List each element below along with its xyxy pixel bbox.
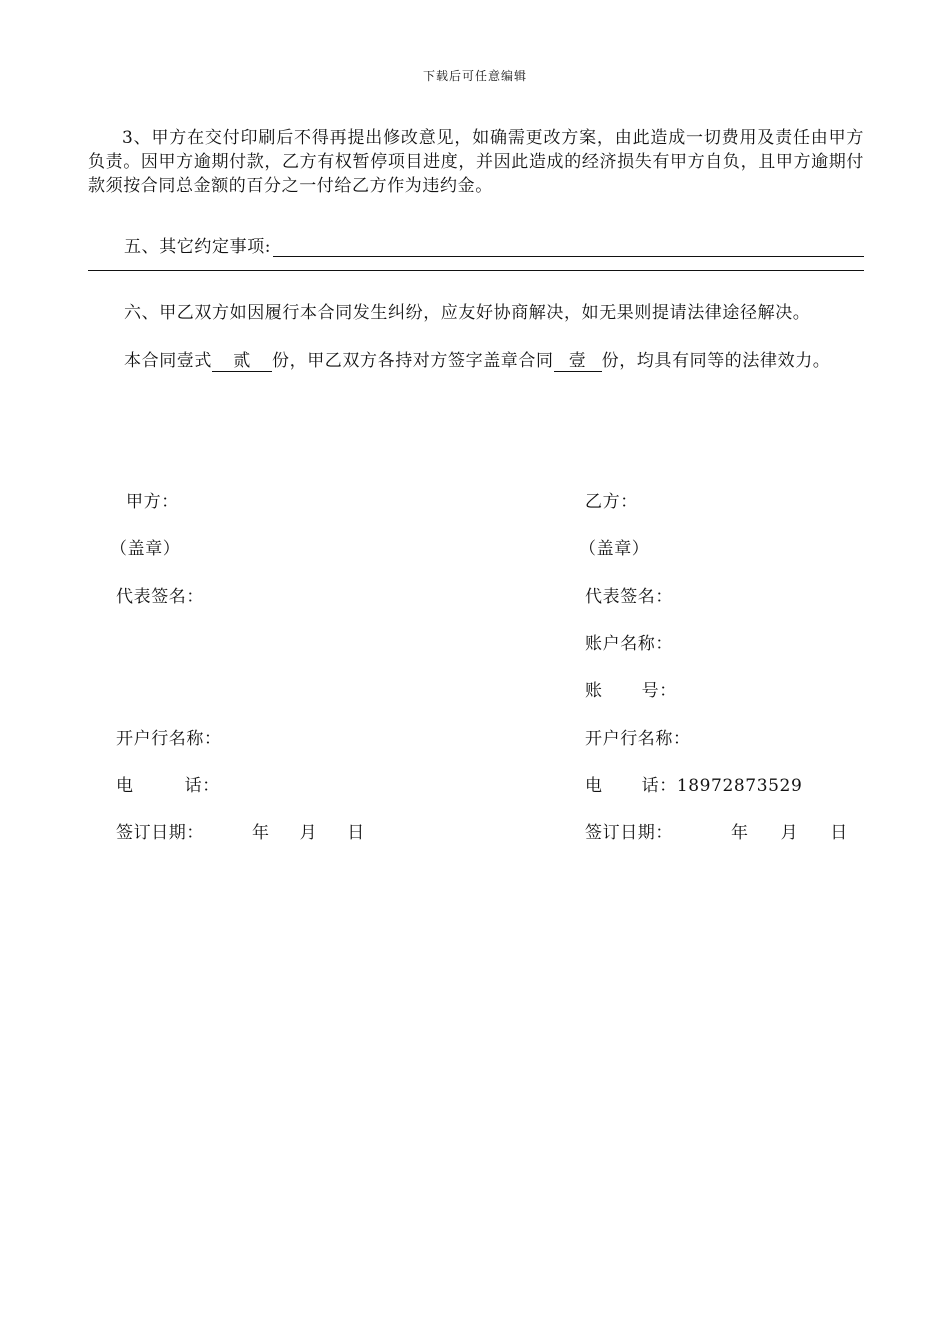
copies-middle: 份，甲乙双方各持对方签字盖章合同	[272, 351, 554, 371]
party-a-rep-sign: 代表签名：	[116, 587, 204, 607]
party-a-phone	[116, 771, 220, 796]
party-b-date-label: 签订日期：	[585, 823, 673, 843]
party-a-date	[116, 818, 365, 843]
party-b-phone	[585, 771, 802, 796]
page-header: 下载后可任意编辑	[422, 69, 527, 83]
party-b-phone-label-2: 话：	[641, 776, 677, 796]
party-b-title: 乙方：	[585, 492, 638, 512]
party-a-title: 甲方：	[126, 492, 179, 512]
party-a-month: 月	[299, 823, 318, 843]
party-b-phone-value: 18972873529	[676, 776, 803, 796]
party-b-day: 日	[830, 823, 848, 843]
party-b-year: 年	[731, 823, 749, 843]
copies-clause	[124, 346, 830, 372]
party-b-phone-label-1: 电	[585, 776, 603, 796]
copies-suffix: 份，均具有同等的法律效力。	[601, 351, 831, 371]
party-b-seal: （盖章）	[579, 539, 650, 559]
section-5-label: 五、其它约定事项:	[124, 237, 272, 257]
party-b-account-no-label-2: 号：	[641, 681, 677, 701]
party-b-month: 月	[780, 823, 799, 843]
party-a-seal: （盖章）	[110, 539, 181, 559]
section-6-text: 六、甲乙双方如因履行本合同发生纠纷，应友好协商解决，如无果则提请法律途径解决。	[124, 303, 811, 323]
party-a-bank-name: 开户行名称：	[116, 729, 222, 749]
party-b-account-name: 账户名称：	[585, 634, 673, 654]
copies-prefix: 本合同壹式	[124, 351, 212, 371]
clause-3-text: 3、甲方在交付印刷后不得再提出修改意见，如确需更改方案，由此造成一切费用及责任由甲方负责。因甲方逾期付款，乙方有权暂停项目进度，并因此造成的经济损失有甲方自负，且甲方逾期付款须按合同总金额的百分之一付给乙方作为违约金。	[88, 128, 864, 196]
party-b-date	[585, 818, 848, 843]
section-5-continuation-line	[88, 270, 864, 271]
party-b-account-no	[585, 676, 677, 701]
party-b-rep-sign: 代表签名：	[585, 587, 673, 607]
party-b-account-no-label-1: 账	[585, 681, 603, 701]
party-a-phone-label-1: 电	[116, 776, 134, 796]
party-a-day: 日	[347, 823, 365, 843]
party-a-year: 年	[252, 823, 270, 843]
section-5-fill-line	[273, 236, 864, 257]
copies-total-value: 贰	[212, 351, 272, 372]
party-a-phone-label-2: 话：	[184, 776, 220, 796]
section-5-row	[124, 232, 864, 257]
copies-each-value: 壹	[554, 351, 602, 372]
party-a-date-label: 签订日期：	[116, 823, 204, 843]
party-b-bank-name: 开户行名称：	[585, 729, 691, 749]
